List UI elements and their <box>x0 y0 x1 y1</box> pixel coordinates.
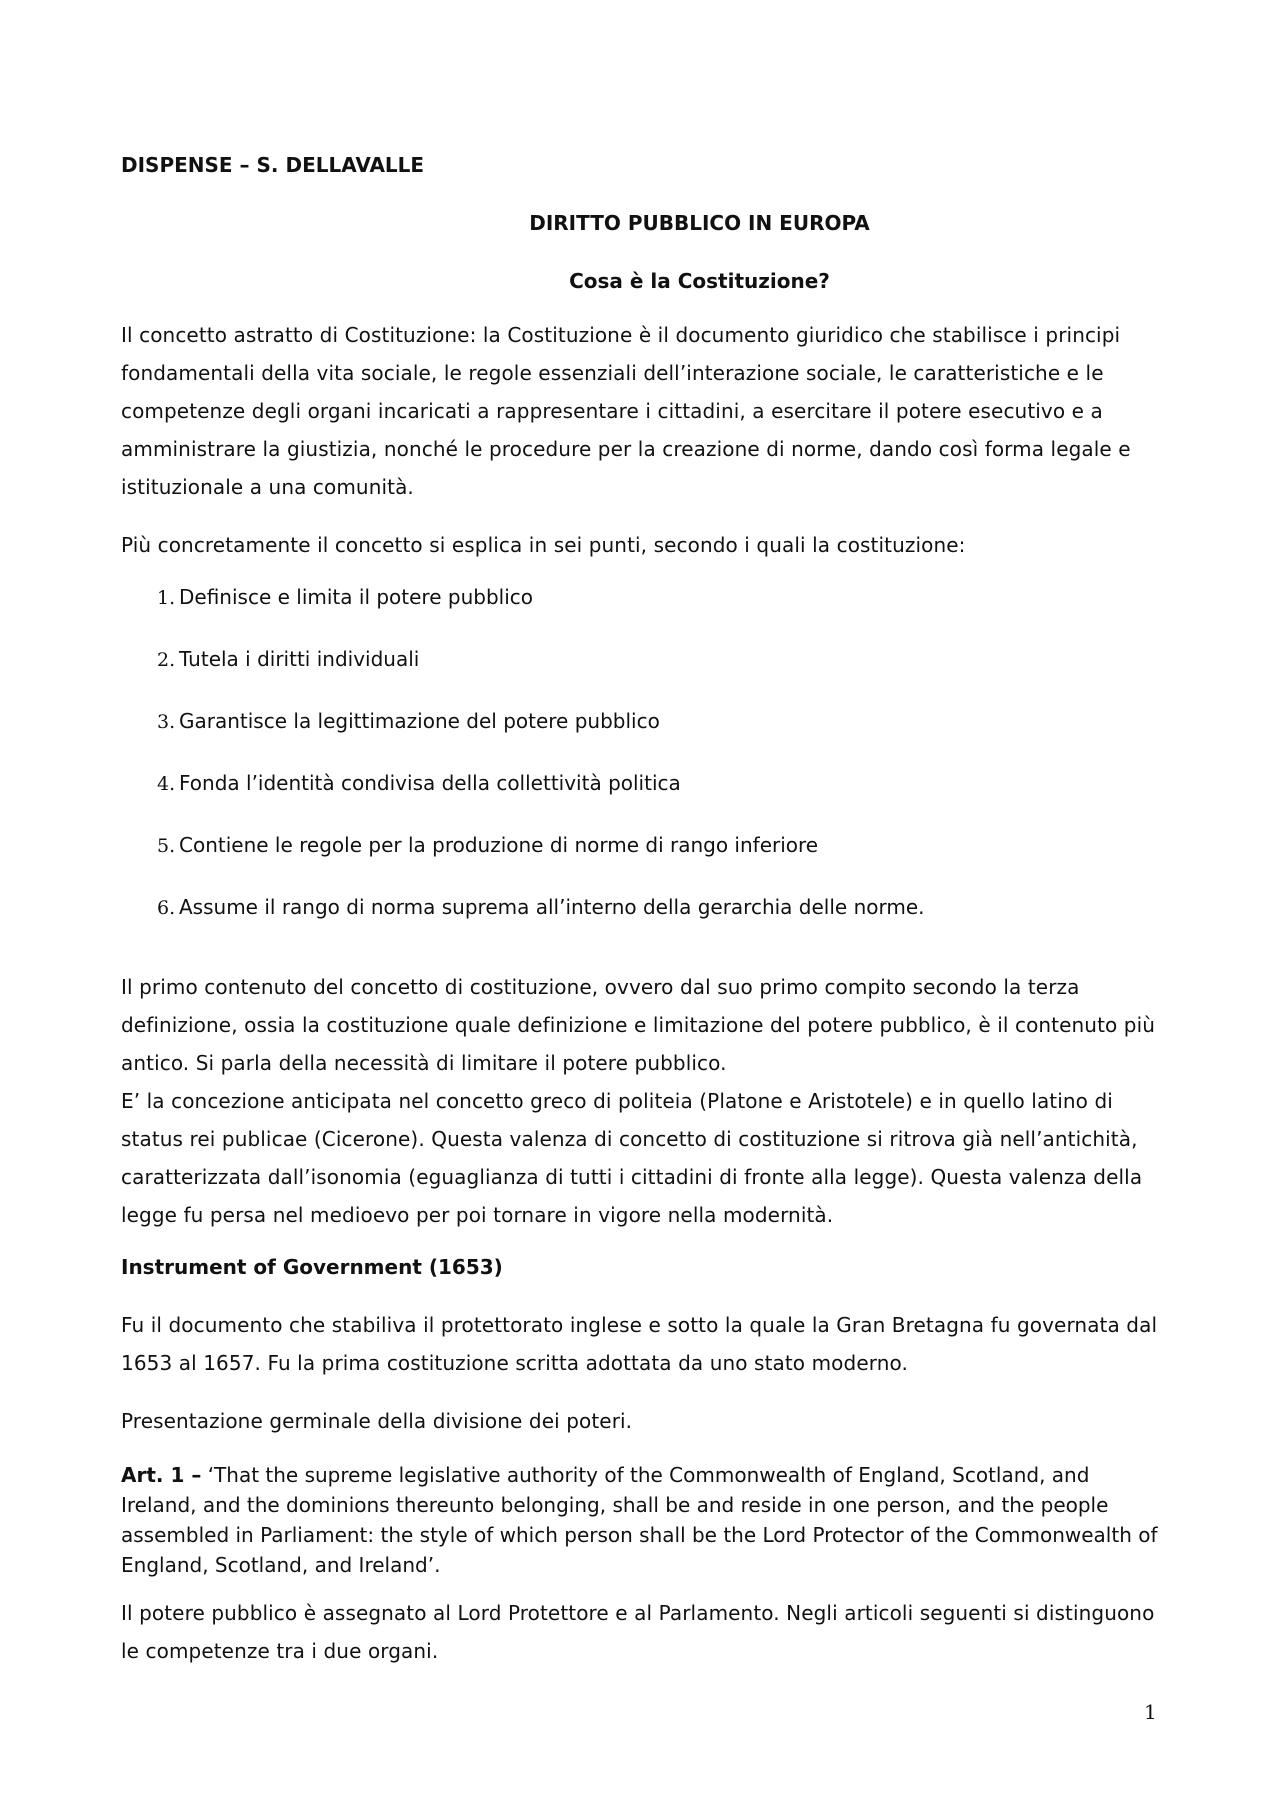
list-item <box>121 894 1161 956</box>
numbered-list <box>121 584 1161 956</box>
list-item <box>121 832 1161 894</box>
list-item-number: 1. <box>157 587 176 609</box>
list-item-text: Garantisce la legittimazione del potere pubblico <box>179 709 660 733</box>
list-item-number: 6. <box>157 897 176 919</box>
page-subtitle: Cosa è la Costituzione? <box>569 269 830 293</box>
list-item-number: 3. <box>157 711 176 733</box>
article-text: ‘That the supreme legislative authority of the Commonwealth of England, Scotland, and Ireland, and the dominions thereunto belonging, shall be and reside in one person, and the people assembled in Parliament: the style of which person shall be the Lord Protector of the Commonwealth of England, Scotland, and Ireland’. <box>121 1463 1158 1577</box>
paragraph-definition: Il concetto astratto di Costituzione: la Costituzione è il documento giuridico che stabilisce i principi fondamentali della vita sociale, le regole essenziali dell’interazione sociale, le caratteristiche e le competenze degli organi incaricati a rappresentare i cittadini, a esercitare il potere esecutivo e a amministrare la giustizia, nonché le procedure per la creazione di norme, dando così forma legale e istituzionale a una comunità. <box>121 323 1131 499</box>
paragraph-protectorate: Fu il documento che stabiliva il protettorato inglese e sotto la quale la Gran Bretagna fu governata dal 1653 al 1657. Fu la prima costituzione scritta adottata da uno stato moderno. <box>121 1313 1158 1375</box>
section-heading: Instrument of Government (1653) <box>121 1255 503 1279</box>
page-number: 1 <box>1144 1700 1157 1724</box>
list-item-number: 4. <box>157 773 176 795</box>
list-item <box>121 584 1161 646</box>
list-item-text: Tutela i diritti individuali <box>179 647 420 671</box>
list-item <box>121 708 1161 770</box>
list-item-number: 5. <box>157 835 176 857</box>
page-title: DIRITTO PUBBLICO IN EUROPA <box>529 211 870 235</box>
list-item <box>121 646 1161 708</box>
list-item-text: Assume il rango di norma suprema all’interno della gerarchia delle norme. <box>179 895 925 919</box>
list-item <box>121 770 1161 832</box>
list-item-text: Fonda l’identità condivisa della collettività politica <box>179 771 681 795</box>
list-item-text: Contiene le regole per la produzione di norme di rango inferiore <box>179 833 819 857</box>
paragraph-division-of-powers: Presentazione germinale della divisione dei poteri. <box>121 1409 633 1433</box>
paragraph-public-power: Il potere pubblico è assegnato al Lord Protettore e al Parlamento. Negli articoli seguenti si distinguono le competenze tra i due organi. <box>121 1601 1155 1663</box>
paragraph-politeia: E’ la concezione anticipata nel concetto greco di politeia (Platone e Aristotele) e in quello latino di status rei publicae (Cicerone). Questa valenza di concetto di costituzione si ritrova già nell’antichità, caratterizzata dall’isonomia (eguaglianza di tutti i cittadini di fronte alla legge). Questa valenza della legge fu persa nel medioevo per poi tornare in vigore nella modernità. <box>121 1089 1143 1227</box>
list-item-number: 2. <box>157 649 176 671</box>
article-label: Art. 1 – <box>121 1463 202 1487</box>
paragraph-list-intro: Più concretamente il concetto si esplica in sei punti, secondo i quali la costituzione: <box>121 533 966 557</box>
article-quote <box>121 1460 1161 1580</box>
list-item-text: Definisce e limita il potere pubblico <box>179 585 533 609</box>
paragraph-first-content: Il primo contenuto del concetto di costituzione, ovvero dal suo primo compito secondo la terza definizione, ossia la costituzione quale definizione e limitazione del potere pubblico, è il contenuto più antico. Si parla della necessità di limitare il potere pubblico. <box>121 975 1156 1075</box>
document-body <box>121 152 1161 1690</box>
document-header: DISPENSE – S. DELLAVALLE <box>121 153 425 177</box>
